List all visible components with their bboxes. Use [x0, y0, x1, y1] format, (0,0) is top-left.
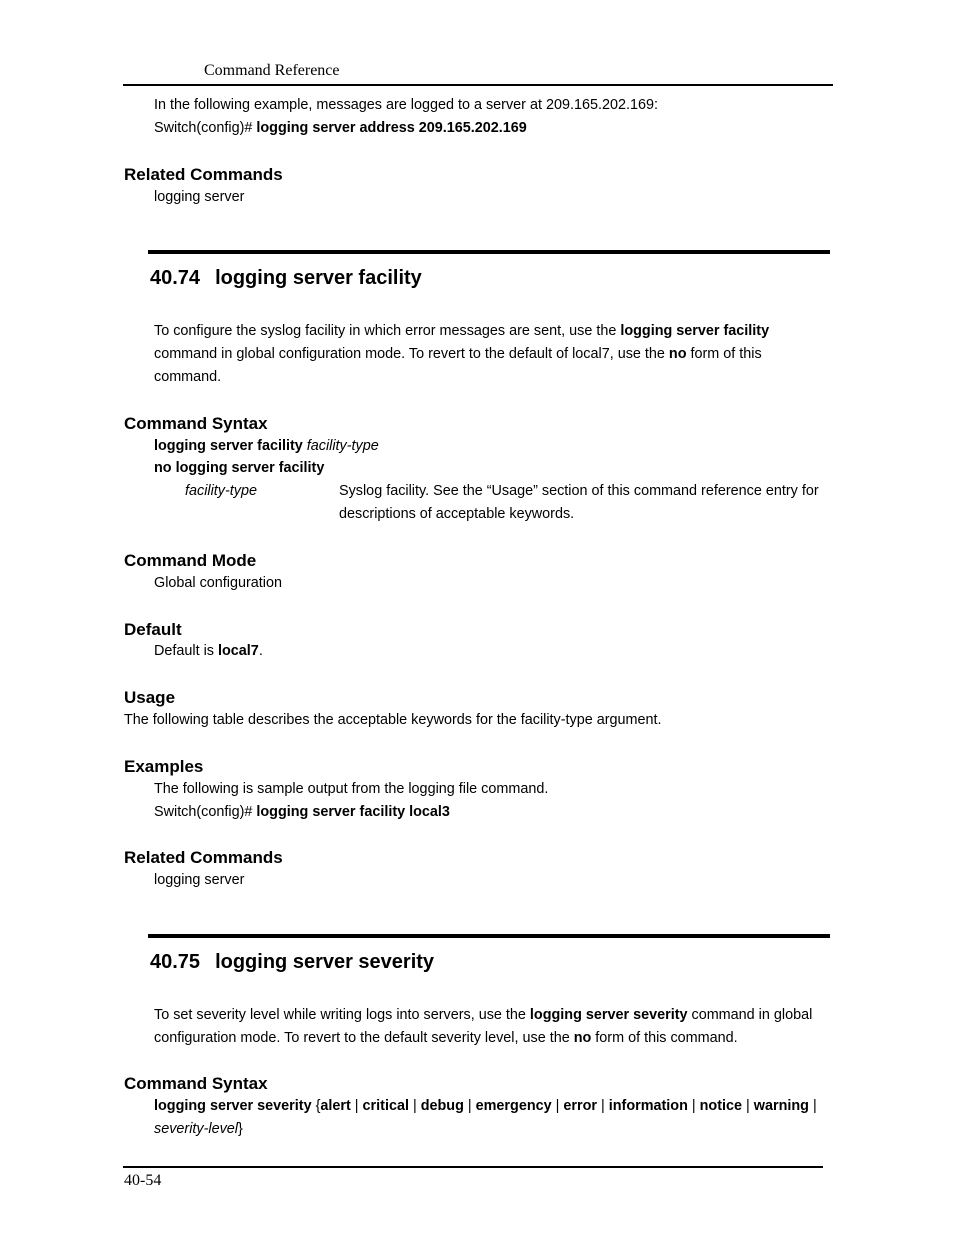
section-heading-usage: Usage	[124, 688, 176, 707]
description-line: command in global configuration mode. To revert to the default of local7, use the no form of this	[154, 346, 762, 362]
section-heading-command-syntax: Command Syntax	[124, 414, 268, 433]
parameter-name: facility-type	[185, 483, 257, 499]
default-text: Default is local7.	[154, 643, 263, 659]
parameter-description: descriptions of acceptable keywords.	[339, 506, 575, 522]
syntax-line: logging server facility facility-type	[154, 438, 379, 454]
footer-rule	[123, 1166, 823, 1168]
section-heading-default: Default	[124, 620, 182, 639]
section-heading-examples: Examples	[124, 757, 204, 776]
example-text: In the following example, messages are logged to a server at 209.165.202.169:	[154, 97, 658, 113]
description-line: configuration mode. To revert to the default severity level, use the no form of this command.	[154, 1030, 738, 1046]
related-command-text: logging server	[154, 872, 245, 888]
section-heading-command-syntax: Command Syntax	[124, 1074, 268, 1093]
section-rule	[148, 934, 830, 938]
section-title-40-74: 40.74 logging server facility	[150, 267, 422, 289]
page-number: 40-54	[124, 1172, 162, 1189]
section-title-40-75: 40.75 logging server severity	[150, 951, 435, 973]
description-line: To configure the syslog facility in which error messages are sent, use the logging server facility	[154, 323, 770, 339]
description-line: command.	[154, 369, 222, 385]
command-mode-text: Global configuration	[154, 575, 282, 591]
running-header: Command Reference	[204, 62, 340, 79]
section-rule	[148, 250, 830, 254]
description-line: To set severity level while writing logs into servers, use the logging server severity command in global	[154, 1007, 813, 1023]
usage-text: The following table describes the acceptable keywords for the facility-type argument.	[124, 712, 662, 728]
example-command: Switch(config)# logging server address 209.165.202.169	[154, 120, 527, 136]
parameter-description: Syslog facility. See the “Usage” section of this command reference entry for	[339, 483, 819, 499]
syntax-line: severity-level}	[154, 1121, 243, 1137]
examples-text: The following is sample output from the logging file command.	[154, 781, 549, 797]
syntax-line: no logging server facility	[154, 460, 325, 476]
syntax-line: logging server severity {alert | critical | debug | emergency | error | information | notice | warning |	[154, 1098, 817, 1114]
related-command-text: logging server	[154, 189, 245, 205]
section-heading-command-mode: Command Mode	[124, 551, 257, 570]
example-command: Switch(config)# logging server facility local3	[154, 804, 450, 820]
header-rule	[123, 84, 833, 86]
section-heading-related-commands: Related Commands	[124, 848, 283, 867]
section-heading-related-commands: Related Commands	[124, 165, 283, 184]
